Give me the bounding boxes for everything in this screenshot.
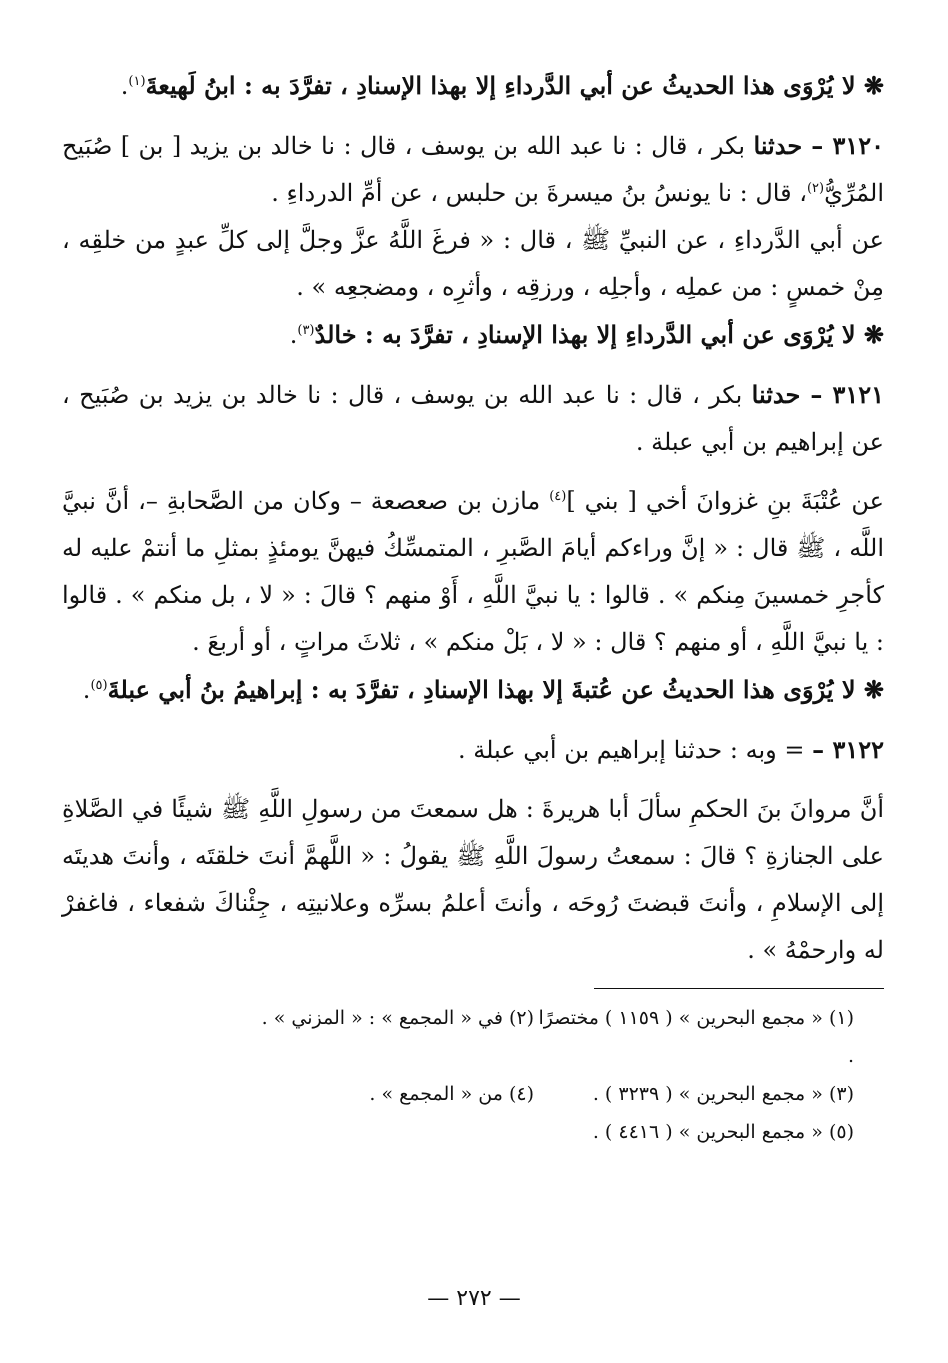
main-text [62, 62, 884, 974]
footnote-divider [594, 988, 884, 989]
footnote-ref[interactable]: (٣) [297, 323, 315, 338]
bullet-star: ❋ [855, 320, 884, 349]
footnote-ref[interactable]: (٤) [549, 489, 567, 504]
footnote-5: (٥) « مجمع البحرين » ( ٤٤١٦ ) . [592, 1121, 854, 1143]
text-segment: ٣١٢٢ – [812, 735, 884, 764]
footnote-ref[interactable]: (٢) [806, 181, 825, 196]
footnote-ref[interactable]: (٥) [90, 678, 108, 693]
hadith-3122-chain [62, 726, 884, 774]
narrator-note-2 [62, 311, 884, 359]
narrator-note-1 [62, 62, 884, 110]
bullet-star: ❋ [855, 71, 884, 100]
text-segment: أنَّ مروانَ بنَ الحكمِ سألَ أبا هريرةَ : هل سمعتَ من رسولِ اللَّهِ ﷺ شيئًا في الصَّلاةِ على الجنازةِ ؟ قالَ : سمعتُ رسولَ اللَّهِ ﷺ يقولُ : « اللَّهمَّ أنتَ خلقتَه ، وأنتَ هديتَه إلى الإسلامِ ، وأنتَ قبضتَ رُوحَه ، وأنتَ أعلمُ بسرِّه وعلانيتِه ، جِئْناكَ شفعاء ، فاغفرْ له وارحمْهُ » . [62, 795, 884, 964]
text-segment: = وبه : حدثنا إبراهيم بن أبي عبلة . [457, 736, 813, 764]
text-segment: . [120, 72, 129, 100]
text-segment: مازن بن صعصعة – وكان من الصَّحابةِ –، أنَّ نبيَّ اللَّه ، ﷺ قال : « إنَّ وراءكم أيامَ الصَّبرِ ، المتمسِّكُ فيهنَّ يومئذٍ بمثلِ ما أنتمْ عليه له كأجرِ خمسينَ مِنكم » . قالوا : يا نبيَّ اللَّهِ ، أَوْ منهم ؟ قالَ : « لا ، بل منكم » . قالوا : يا نبيَّ اللَّهِ ، أو منهم ؟ قال : « لا ، بَلْ منكم » ، ثلاثَ مراتٍ ، أو أربعَ . [62, 487, 884, 656]
text-segment: . [289, 321, 298, 349]
bullet-star: ❋ [855, 675, 884, 704]
narrator-note-3 [62, 666, 884, 714]
footnote-4: (٤) من « المجمع » . [369, 1083, 534, 1105]
footnote-ref[interactable]: (١) [128, 74, 146, 89]
text-segment: لا يُرْوَى هذا الحديثُ عن أبي الدَّرداءِ إلا بهذا الإسنادِ ، تفرَّدَ به : ابنُ لَهيعةَ [145, 71, 856, 100]
text-segment: لا يُرْوَى هذا الحديثُ عن عُتبةَ إلا بهذا الإسنادِ ، تفرَّدَ به : إبراهيمُ بنُ أبي عبلةَ [107, 675, 856, 704]
text-segment: عن أبي الدَّرداءِ ، عن النبيِّ ﷺ ، قال : « فرغَ اللَّهُ عزَّ وجلَّ إلى كلِّ عبدٍ من خلقِه ، مِنْ خمسٍ : من عملِه ، وأجلِه ، ورزقِه ، وأثرِه ، ومضجعِه » . [62, 226, 884, 301]
page-number: — ٢٧٢ — [427, 1286, 521, 1311]
hadith-3122-text [62, 786, 884, 974]
text-segment: . [82, 676, 91, 704]
text-segment: عن عُتْبَةَ بنِ غزوانَ أخي [ بني ] [566, 487, 884, 515]
hadith-3120-text [62, 217, 884, 311]
hadith-3121-chain [62, 371, 884, 466]
text-segment: ٣١٢١ – حدثنا [751, 380, 884, 409]
hadith-3121-text [62, 478, 884, 666]
footnote-row [62, 1075, 884, 1113]
text-segment: لا يُرْوَى عن أبي الدَّرداءِ إلا بهذا الإسنادِ ، تفرَّدَ به : خالدٌ [314, 320, 856, 349]
footnote-row [62, 1113, 884, 1151]
hadith-3120-chain [62, 122, 884, 217]
text-segment: ٣١٢٠ – حدثنا [753, 131, 884, 160]
footnote-1: (١) « مجمع البحرين » ( ١١٥٩ ) مختصرًا . [538, 1007, 854, 1067]
text-segment: ، قال : نا يونسُ بنُ ميسرةَ بن حلبس ، عن أمِّ الدرداءِ . [271, 179, 807, 207]
footnotes [62, 999, 884, 1151]
footnote-row [62, 999, 884, 1075]
text-segment: بكر ، قال : نا عبد الله بن يوسف ، قال : نا خالد بن يزيد بن صُبَيح ، عن إبراهيم بن أبي عبلة . [62, 381, 884, 456]
footnote-3: (٣) « مجمع البحرين » ( ٣٢٣٩ ) . [592, 1083, 854, 1105]
footnote-2: (٢) في « المجمع » : « المزني » . [261, 1007, 534, 1029]
footnote-empty [62, 1113, 534, 1151]
text-segment: بكر ، قال : نا عبد الله بن يوسف ، قال : نا خالد بن يزيد [ بن ] صُبَيح المُرِّيُّ [62, 132, 884, 207]
